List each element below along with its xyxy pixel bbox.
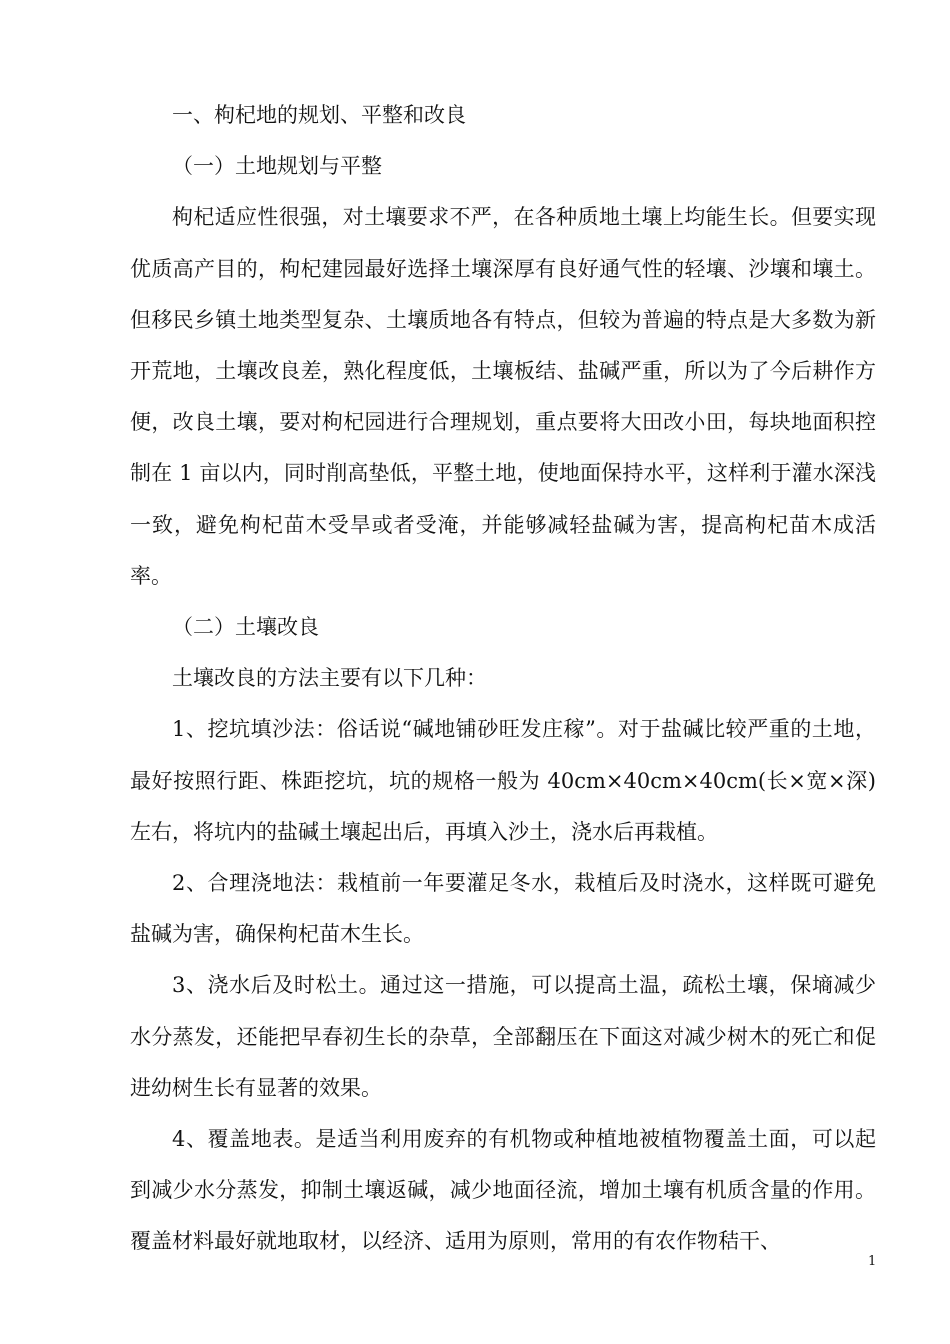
paragraph-method-2: 2、合理浇地法：栽植前一年要灌足冬水，栽植后及时浇水，这样既可避免盐碱为害，确保枸杞苗木生长。 <box>130 871 876 947</box>
subsection-heading-soil-improvement: （二）土壤改良 <box>172 615 319 640</box>
paragraph-method-4: 4、覆盖地表。是适当利用废弃的有机物或种植地被植物覆盖土面，可以起到减少水分蒸发，抑制土壤返碱，减少地面径流，增加土壤有机质含量的作用。覆盖材料最好就地取材，以经济、适用为原则，常用的有农作物秸干、 <box>130 1127 876 1254</box>
paragraph-method-3: 3、浇水后及时松土。通过这一措施，可以提高土温，疏松土壤，保墒减少水分蒸发，还能把早春初生长的杂草，全部翻压在下面这对减少树木的死亡和促进幼树生长有显著的效果。 <box>130 973 876 1100</box>
paragraph-land-planning: 枸杞适应性很强，对土壤要求不严，在各种质地土壤上均能生长。但要实现优质高产目的，枸杞建园最好选择土壤深厚有良好通气性的轻壤、沙壤和壤土。但移民乡镇土地类型复杂、土壤质地各有特点，但较为普遍的特点是大多数为新开荒地，土壤改良差，熟化程度低，土壤板结、盐碱严重，所以为了今后耕作方便，改良土壤，要对枸杞园进行合理规划，重点要将大田改小田，每块地面积控制在 1 亩以内，同时削高垫低，平整土地，使地面保持水平，这样利于灌水深浅一致，避免枸杞苗木受旱或者受淹，并能够减轻盐碱为害，提高枸杞苗木成活率。 <box>130 205 876 588</box>
paragraph-method-1: 1、挖坑填沙法：俗话说“碱地铺砂旺发庄稼”。对于盐碱比较严重的土地，最好按照行距、株距挖坑，坑的规格一般为 40cm×40cm×40cm(长×宽×深)左右，将坑内的盐碱土壤起出后，再填入沙土，浇水后再栽植。 <box>130 717 876 844</box>
subsection-heading-land-planning: （一）土地规划与平整 <box>172 154 382 179</box>
paragraph-methods-intro: 土壤改良的方法主要有以下几种： <box>172 666 487 691</box>
document-body <box>130 90 876 1268</box>
page-number: 1 <box>868 1254 877 1269</box>
section-heading: 一、枸杞地的规划、平整和改良 <box>172 103 466 127</box>
